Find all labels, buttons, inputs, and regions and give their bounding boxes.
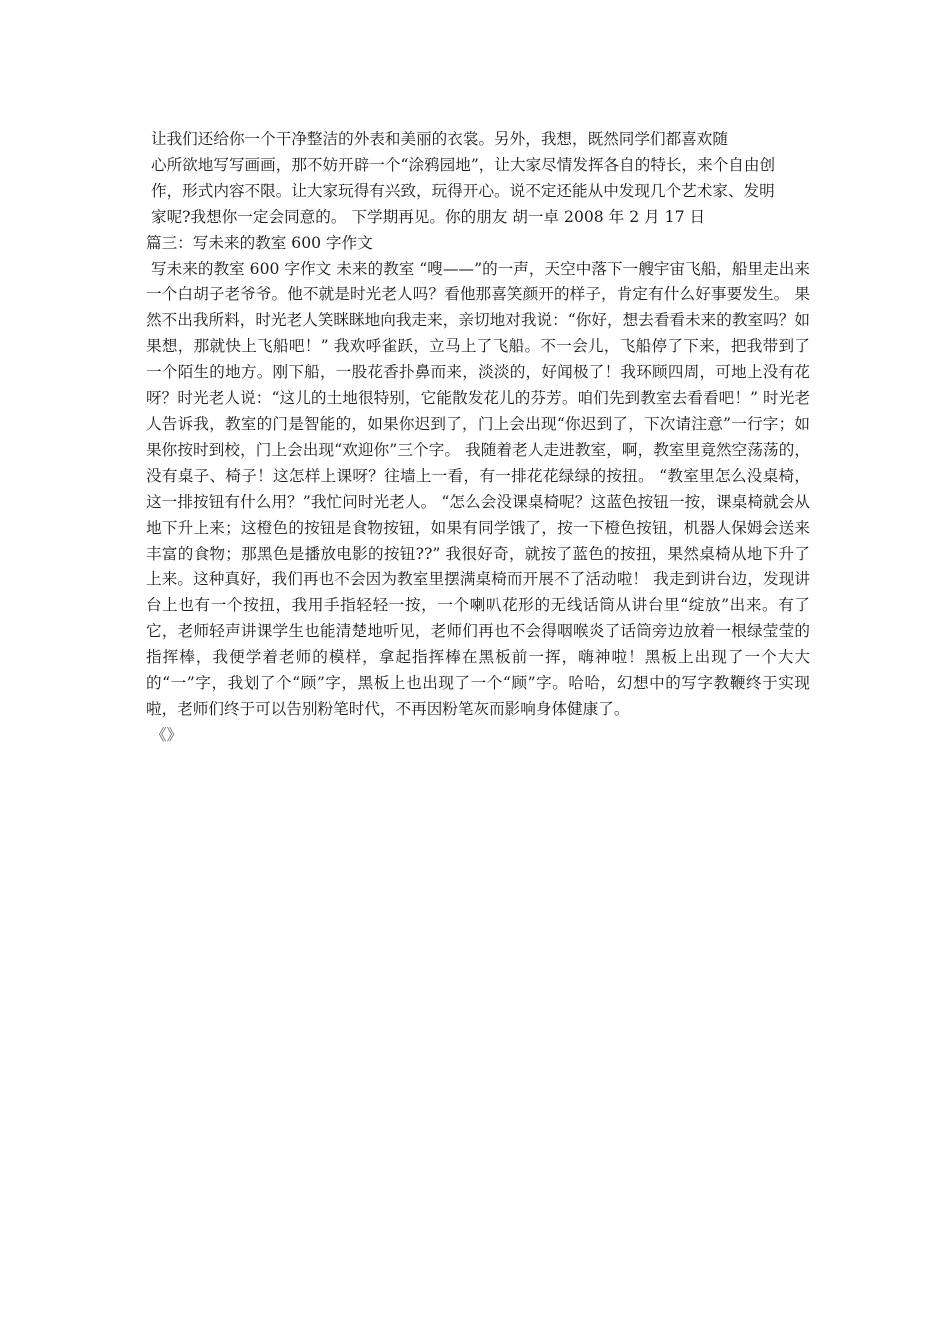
letter-line: 作，形式内容不限。让大家玩得有兴致，玩得开心。说不定还能从中发现几个艺术家、发明 [146, 181, 775, 200]
document-body [146, 127, 810, 749]
letter-line: 让我们还给你一个干净整洁的外表和美丽的衣裳。另外，我想，既然同学们都喜欢随 [146, 130, 728, 148]
section-heading: 篇三：写未来的教室 600 字作文 [146, 233, 373, 252]
essay-paragraph: 写未来的教室 600 字作文 未来的教室 “嗖——”的一声，天空中落下一艘宇宙飞船，船里走出来一个白胡子老爷爷。他不就是时光老人吗？看他那喜笑颜开的样子，肯定有什么好事要发生。 果然不出我所料，时光老人笑眯眯地向我走来，亲切地对我说：“你好，想去看看未来的教室吗？如果想，那就快上飞船吧！” 我欢呼雀跃，立马上了飞船。不一会儿，飞船停了下来，把我带到了一个陌生的地方。刚下船，一股花香扑鼻而来，淡淡的，好闻极了！我环顾四周，可地上没有花呀？时光老人说：“这儿的土地很特别，它能散发花儿的芬芳。咱们先到教室去看看吧！” 时光老人告诉我，教室的门是智能的，如果你迟到了，门上会出现“你迟到了，下次请注意”一行字；如果你按时到校，门上会出现“欢迎你”三个字。 我随着老人走进教室，啊，教室里竟然空荡荡的，没有桌子、椅子！这怎样上课呀？往墙上一看，有一排花花绿绿的按扭。 “教室里怎么没桌椅，这一排按钮有什么用？”我忙问时光老人。 “怎么会没课桌椅呢？这蓝色按钮一按，课桌椅就会从地下升上来；这橙色的按钮是食物按钮，如果有同学饿了，按一下橙色按钮，机器人保姆会送来丰富的食物；那黑色是播放电影的按钮??” 我很好奇，就按了蓝色的按扭，果然桌椅从地下升了上来。这种真好，我们再也不会因为教室里摆满桌椅而开展不了活动啦！ 我走到讲台边，发现讲台上也有一个按扭，我用手指轻轻一按，一个喇叭花形的无线话筒从讲台里“绽放”出来。有了它，老师轻声讲课学生也能清楚地听见，老师们再也不会得咽喉炎了话筒旁边放着一根绿莹莹的指挥棒，我便学着老师的模样，拿起指挥棒在黑板前一挥，嗨神啦！黑板上出现了一个大大的“一”字，我划了个“顾”字，黑板上也出现了一个“顾”字。哈哈，幻想中的写字教鞭终于实现啦，老师们终于可以告别粉笔时代，不再因粉笔灰而影响身体健康了。 [146, 259, 810, 718]
letter-line: 家呢?我想你一定会同意的。 下学期再见。你的朋友 胡一卓 2008 年 2 月 17 日 [146, 207, 706, 226]
closing-mark: 《》 [146, 725, 183, 744]
letter-line: 心所欲地写写画画，那不妨开辟一个“涂鸦园地”，让大家尽情发挥各自的特长，来个自由创 [146, 155, 776, 174]
